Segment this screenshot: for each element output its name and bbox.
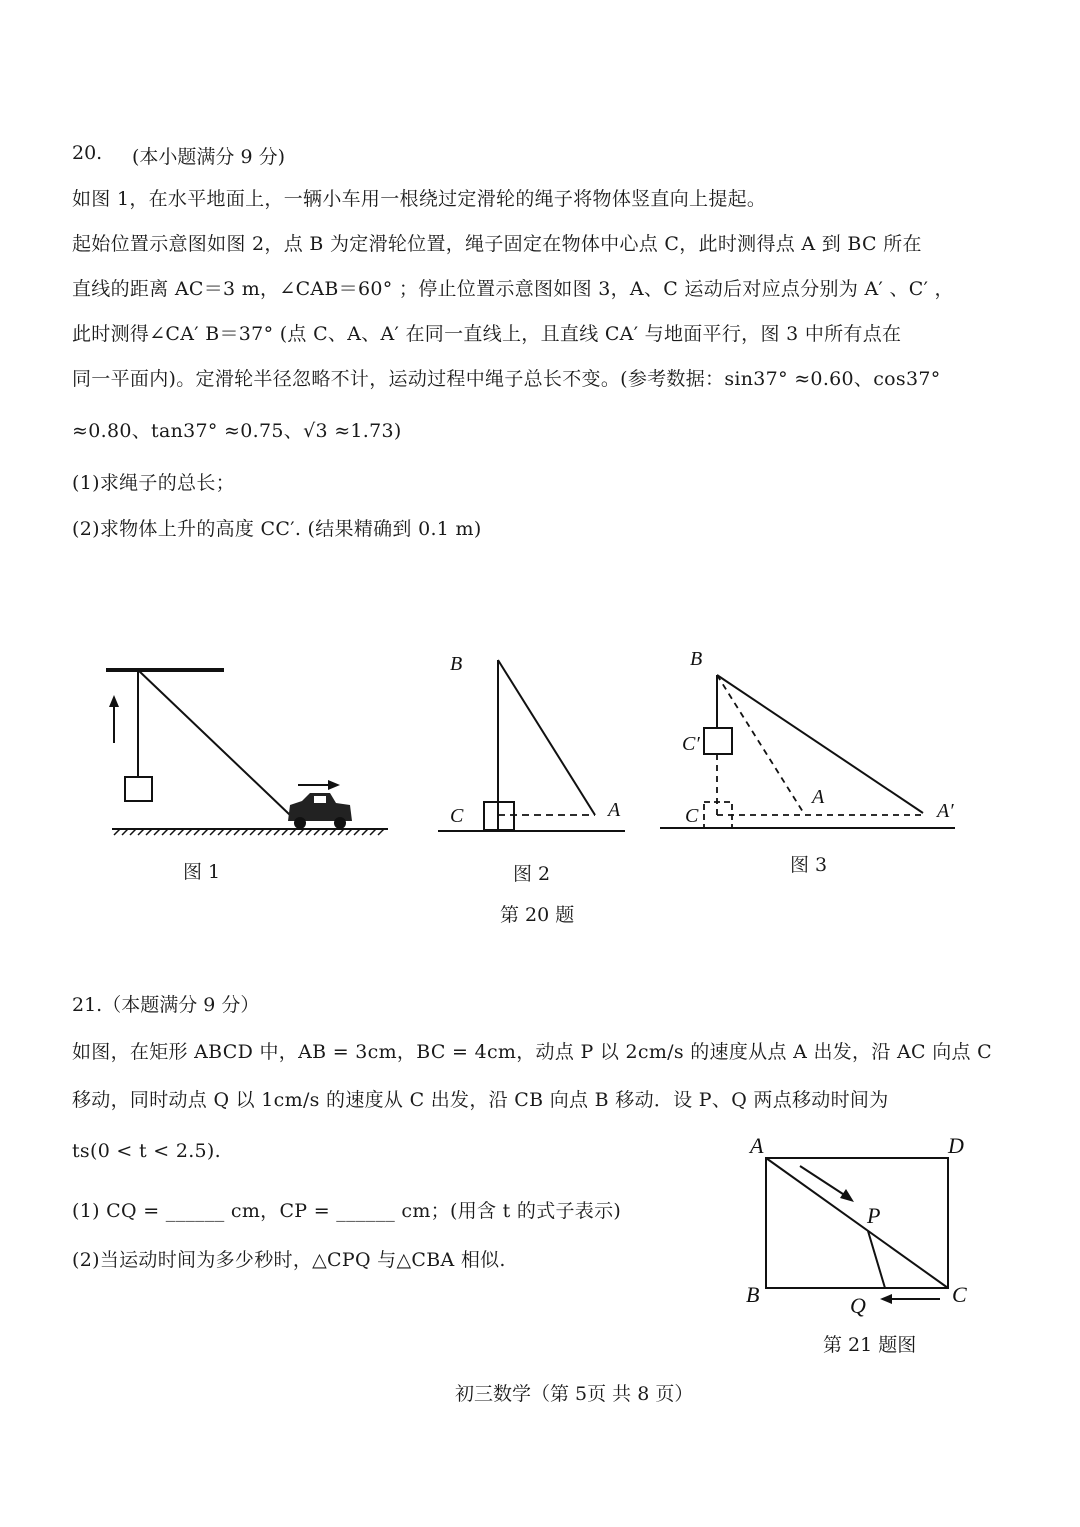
q20-text-line-1: 如图 1，在水平地面上，一辆小车用一根绕过定滑轮的绳子将物体竖直向上提起。 <box>72 188 767 210</box>
fig2-label-C: C <box>450 805 464 827</box>
q21-arrow-head-AC-icon <box>840 1189 854 1202</box>
q20-figure-1 <box>100 655 400 845</box>
q21-label-C: C <box>952 1282 967 1307</box>
q21-text-line-3: ts(0 < t < 2.5). <box>72 1140 221 1162</box>
fig3-object-box-raised <box>704 728 732 754</box>
q20-figure-2-caption: 图 2 <box>513 863 551 885</box>
fig3-label-B: B <box>690 648 703 670</box>
q21-label-Q: Q <box>850 1293 866 1318</box>
q21-figure-caption: 第 21 题图 <box>823 1334 917 1356</box>
slanted-rope <box>138 670 290 815</box>
q21-arrow-along-AC-icon <box>800 1166 846 1196</box>
q20-subquestion-2: (2)求物体上升的高度 CC′. (结果精确到 0.1 m) <box>72 518 482 540</box>
page-footer: 初三数学（第 5页 共 8 页） <box>455 1383 694 1405</box>
q20-text-line-5: 同一平面内)。定滑轮半径忽略不计，运动过程中绳子总长不变。(参考数据：sin37° ≈0.60、cos37° <box>72 368 941 390</box>
q21-subquestion-2: (2)当运动时间为多少秒时，△CPQ 与△CBA 相似. <box>72 1249 506 1271</box>
fig3-label-C: C <box>685 805 699 827</box>
right-arrow-head-icon <box>328 780 340 790</box>
q20-figure-3 <box>655 640 965 840</box>
q21-segment-PQ <box>868 1231 885 1288</box>
q21-head: 21.（本题满分 9 分） <box>72 994 260 1016</box>
q20-figure-1-caption: 图 1 <box>183 861 221 883</box>
q20-subquestion-1: (1)求绳子的总长； <box>72 472 235 494</box>
car-icon <box>288 793 352 829</box>
fig3-label-A-prime: A′ <box>937 800 954 822</box>
q21-label-D: D <box>948 1133 964 1158</box>
q21-label-B: B <box>746 1282 760 1307</box>
q20-figure-2 <box>430 645 630 845</box>
q20-text-line-2: 起始位置示意图如图 2，点 B 为定滑轮位置，绳子固定在物体中心点 C，此时测得点 A 到 BC 所在 <box>72 233 922 255</box>
q20-text-line-3: 直线的距离 AC＝3 m，∠CAB＝60° ；停止位置示意图如图 3，A、C 运动后对应点分别为 A′ 、C′ ， <box>72 278 954 300</box>
q21-figure <box>740 1128 980 1318</box>
q21-diagonal-AC <box>766 1158 948 1288</box>
q20-group-caption: 第 20 题 <box>500 904 575 926</box>
q20-score: (本小题满分 9 分) <box>132 146 285 168</box>
q21-label-A: A <box>750 1133 764 1158</box>
fig3-dashed-BA <box>717 675 803 812</box>
fig2-label-B: B <box>450 653 463 675</box>
up-arrow-head-icon <box>109 695 119 707</box>
object-box <box>125 777 152 801</box>
q21-arrow-head-CB-icon <box>880 1294 892 1304</box>
q21-label-P: P <box>867 1203 881 1228</box>
q20-number: 20. <box>72 142 103 164</box>
fig2-line-BA <box>498 660 595 815</box>
q20-figure-3-caption: 图 3 <box>790 854 828 876</box>
q21-text-line-2: 移动，同时动点 Q 以 1cm/s 的速度从 C 出发，沿 CB 向点 B 移动．设 P、Q 两点移动时间为 <box>72 1089 889 1111</box>
q21-text-line-1: 如图，在矩形 ABCD 中，AB = 3cm，BC = 4cm，动点 P 以 2cm/s 的速度从点 A 出发，沿 AC 向点 C <box>72 1041 992 1063</box>
fig3-label-C-prime: C′ <box>682 733 700 755</box>
fig2-label-A: A <box>608 799 621 821</box>
q20-text-line-6: ≈0.80、tan37° ≈0.75、√3 ≈1.73) <box>72 420 402 442</box>
q20-text-line-4: 此时测得∠CA′ B＝37° (点 C、A、A′ 在同一直线上，且直线 CA′ 与地面平行，图 3 中所有点在 <box>72 323 902 345</box>
fig3-label-A: A <box>812 786 825 808</box>
q21-subquestion-1: (1) CQ = ______ cm，CP = ______ cm；(用含 t 的式子表示) <box>72 1200 622 1222</box>
